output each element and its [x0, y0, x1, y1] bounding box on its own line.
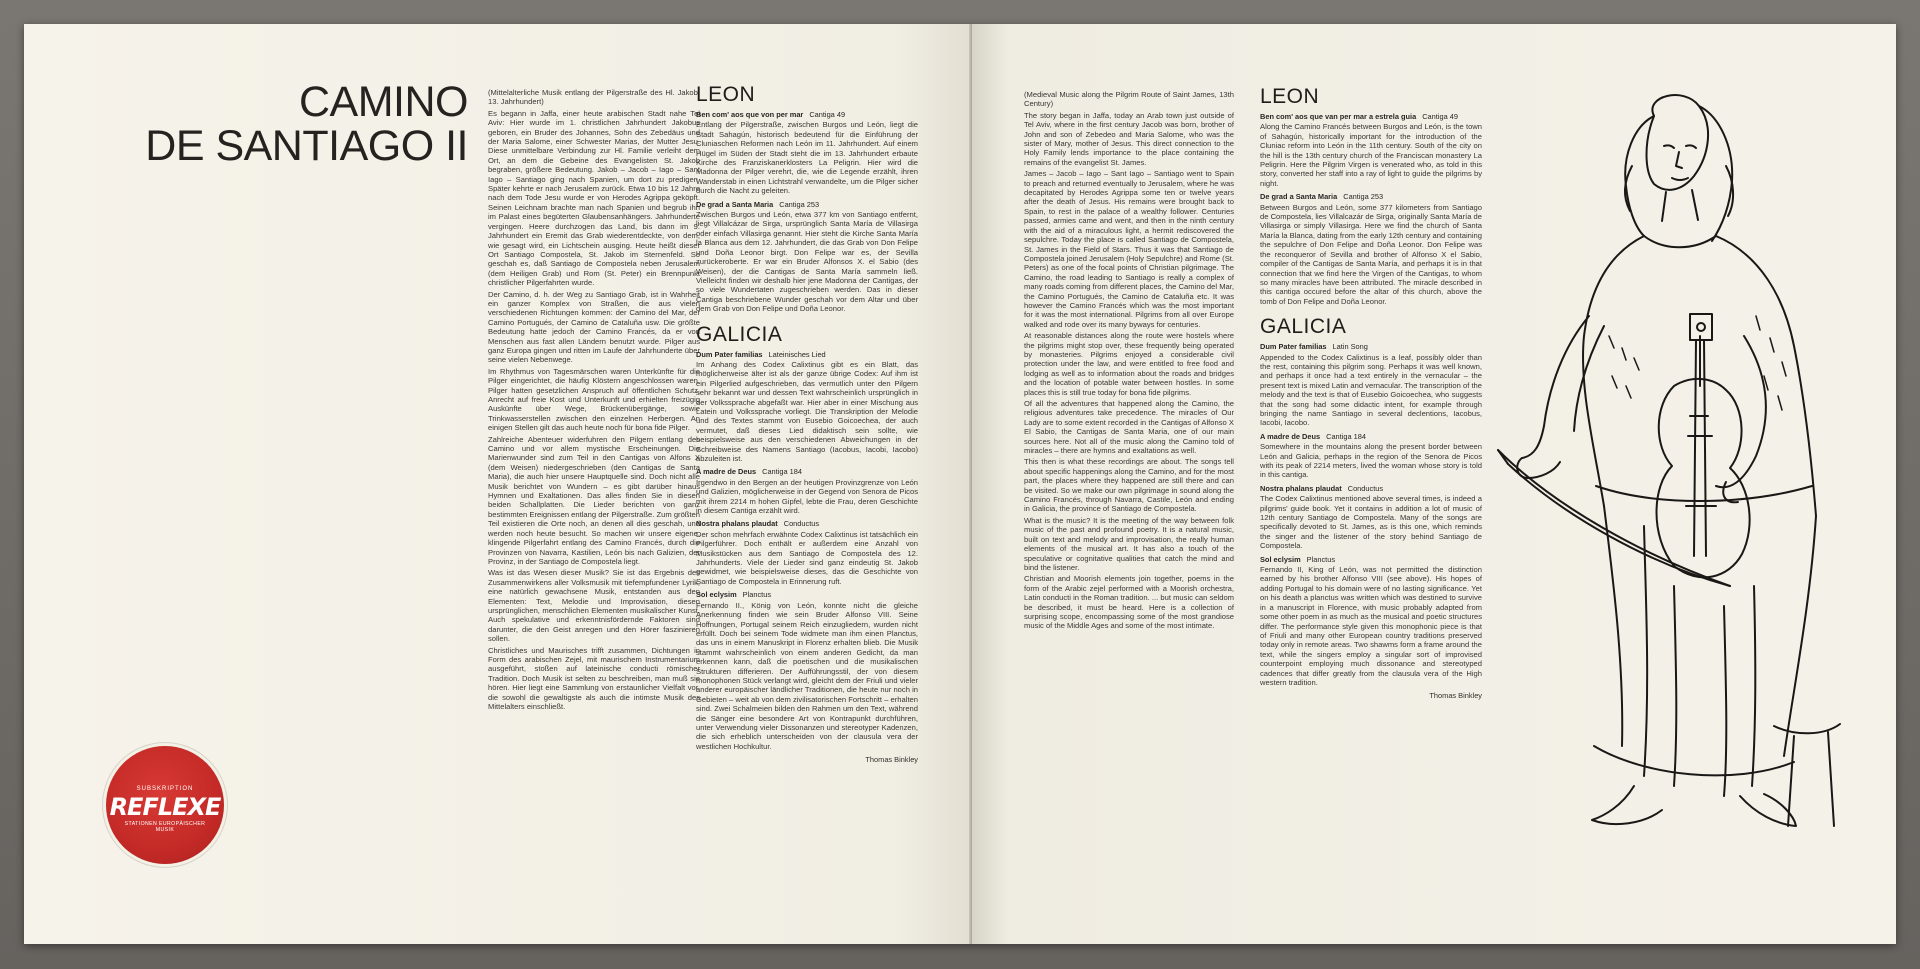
song-type: Cantiga 253: [779, 199, 820, 209]
song-description: Somewhere in the mountains along the present border between León and Galicia, perhaps in the region of the Senora de Picos with its peak of 2214 meters, lived the woman whose story is told in this cantiga.: [1260, 442, 1482, 480]
song-type: Conductus: [1347, 483, 1384, 493]
intro-paragraph: The story began in Jaffa, today an Arab town just outside of Tel Aviv, where in the first century Jacob was born, brother of John and son of Zebedeo and Maria Salome, who was the sister of Mary, mother of Jesus. This direct connection to the Holy Family lends importance to the place containing the remains of the evangelist St. James.: [1024, 110, 1234, 167]
song-description: Along the Camino Francés between Burgos and León, is the town of Sahagún, historically important for the introduction of the Cluniac reform into León in the 11th century. South of the city on the hill is the 13th century church of the Franciscan monastery La Peligrin. Here the Pilgrim Virgen is venerated who, as told in this story, converted her staff into a ray of light to guide the pilgrims by night.: [1260, 122, 1482, 188]
song-name: De grad a Santa Maria: [1260, 192, 1338, 202]
section-heading-galicia: GALICIA: [1260, 315, 1347, 339]
song-description: Im Anhang des Codex Calixtinus gibt es ein Blatt, das möglicherweise älter ist als der ganze übrige Codex: Auf ihm ist ein Pilgerlied aufgeschrieben, das vermutlich unter den Pilgern sehr bekannt war und dessen Text wahrscheinlich ursprünglich in der Volkssprache abgefaßt war. Hier aber in einer Mischung aus Latein und Volkssprache vorliegt. Die Transkription der Melodie und des Textes stammt von Eusebio Goicoechea, der auch vermutet, daß dieses Lied didaktisch sein sollte, wie beispielsweise aus den verschiedenen Abweichungen in der Schreibweise des Namens Santiago (Iacobus, Iacobi, Iacobo) abzuleiten ist.: [696, 359, 918, 463]
intro-paragraph: This then is what these recordings are about. The songs tell about specific happenings along the Camino, and for the most part, the places where they happened are still there and can be visited. So we make our own pilgrimage in sound along the Camino Francés, through Navarra, Castile, León and ending in Galicia, the province of Santiago de Compostela.: [1024, 457, 1234, 514]
reflexe-sticker: [106, 746, 224, 864]
song-name: Dum Pater familias: [1260, 342, 1327, 352]
song-type: Cantiga 49: [1422, 112, 1458, 121]
song-type: Conductus: [783, 519, 820, 529]
intro-paragraph: What is the music? It is the meeting of the way between folk music of the past and profound poetry. It is a natural music, built on text and melody and improvisation, the really human elements of the musical art. It has also a touch of the speculative or cognitative qualities that catch the mind and bind the listener.: [1024, 515, 1234, 572]
intro-paragraph: Zahlreiche Abenteuer widerfuhren den Pilgern entlang des Camino und vor allem mystische Erscheinungen. Die Marienwunder sind zum Teil in den Cantigas von Alfons X (dem Weisen) niedergeschrieben (den Cantigas de Santa Maria), die auch hier unsere Hauptquelle sind. Doch nicht alle Musik berichtet von Wundern – es gibt darüber hinaus Hymnen und Exaltationen. Das alles finden Sie in diesen beiden Schallplatten. Die Lieder berichten von ganz bestimmten Ereignissen entlang der Pilgerstraße. Zum größten Teil existieren die Orte noch, an denen all dies geschah, und werden noch heute besucht. So machen wir unsere eigene, klingende Pilgerfahrt entlang des Camino Francés, durch die Provinzen von Navarra, Kastilien, León bis nach Galizien, der Provinz, in der Santiago de Compostela liegt.: [488, 434, 700, 566]
sticker-tagline: STATIONEN EUROPÄISCHER MUSIK: [124, 821, 206, 833]
song-type: Planctus: [742, 590, 772, 600]
song-name: Nostra phalans plaudat: [1260, 483, 1342, 493]
song-title: [696, 110, 918, 119]
song-title: [1260, 484, 1482, 493]
section-heading-galicia: GALICIA: [696, 322, 783, 346]
left-panel-german: [24, 24, 972, 944]
song-title: [696, 350, 918, 359]
song-description: Appended to the Codex Calixtinus is a leaf, possibly older than the rest, containing this pilgrim song. Perhaps it was well known, and perhaps it once had a text entirely in the vernacular – the present text is mixed Latin and vernacular. The transcription of the melody and the text is that of Eusebio Goicoechea, who suggests that the song had some didactic intent, for example through bringing the name Santiago in several declentions, Iacobus, Iacobi, Iacobo.: [1260, 352, 1482, 428]
song-type: Cantiga 49: [809, 110, 846, 119]
sticker-brand: REFLEXE: [109, 793, 221, 821]
english-intro-column: [1024, 90, 1234, 890]
sticker-subtitle: SUBSKRIPTION: [136, 786, 194, 792]
intro-paragraph: Der Camino, d. h. der Weg zu Santiago Grab, ist in Wahrheit ein ganzer Komplex von Straßen, die aus vielen verschiedenen Richtungen kommen: der Camino del Mar, der Camino Portugués, der Camino de Cataluña usw. Die größte Bedeutung hatte jedoch der Camino Francés, da er von Menschen aus fast allen Ländern benutzt wurde. Pilger aus ganz Europa gingen und ritten im Laufe der Jahrhunderte über seine vielen Nebenwege.: [488, 289, 700, 365]
song-type: Cantiga 184: [1326, 431, 1366, 441]
album-title: [76, 80, 468, 168]
song-description: Irgendwo in den Bergen an der heutigen Provinzgrenze von León und Galizien, möglicherweise in der Gegend von Senora de Picos mit ihrem 2214 m hohen Gipfel, lebte die Frau, deren Geschichte in diesem Cantiga erzählt wird.: [696, 477, 918, 516]
song-name: Sol eclysim: [1260, 554, 1301, 564]
song-type: Latin Song: [1332, 342, 1368, 352]
song-title: [1260, 432, 1482, 441]
song-description: Entlang der Pilgerstraße, zwischen Burgos und León, liegt die Stadt Sahagún, historisch bedeutend für die Einführung der Cluniaschen Reformen nach León im 11. Jahrhundert. Auf einem Hügel im Süden der Stadt steht die im 13. Jahrhundert erbaute Kirche des Franziskanerklosters La Peligrin. Hier wird die Madonna der Pilger verehrt, die, wie die Legende erzählt, ihren Wanderstab in einen Lichtstrahl verwandelte, um die Pilger sicher durch die Nacht zu geleiten.: [696, 120, 918, 196]
intro-paragraph: Christliches und Maurisches trifft zusammen, Dichtungen in Form des arabischen Zejel, mit maurischem Instrumentarium ausgeführt, stoßen auf lateinische conducti römischer Tradition. Doch Musik ist selten zu beschreiben, man muß sie hören. Hier liegt eine Sammlung von erstaunlicher Vielfalt vor, die sowohl die gewaltigste als auch die intimste Musik des Mittelalters einschließt.: [488, 645, 700, 711]
german-intro-column: [488, 88, 700, 888]
song-title: [696, 590, 918, 599]
song-title: [1260, 192, 1482, 201]
intro-paragraph: Im Rhythmus von Tagesmärschen waren Unterkünfte für die Pilger eingerichtet, die häufig Klöstern angeschlossen waren. Pilger hatten gesetzlichen Anspruch auf öffentlichen Schutz, Anrecht auf freie Kost und Unterkunft und erhielten freizügig Auskünfte über Wege, Brückenübergänge, sowie Trinkwasserstellen zwischen den einzelnen Herbergen. An einigen Stellen gilt das auch heute noch für bona fide Pilger.: [488, 366, 700, 433]
song-description: Fernando II, King of León, was not permitted the distinction earned by his brother Alfonso VIII (see above). His hopes of adding Portugal to his domain were of no lasting significance. Yet on his death a planctus was written which was destined to survive in a manuscript in Florence, with music probably adapted from some other poem in as much as the musical and poetic structures differ. The performance style given this monophonic piece is that of Friuli and many other European country traditions preserved today only in remote areas. Two shawms form a frame around the text, while the singers employ a singular sort of improvised counterpoint employing much dissonance and stereotyped cadences that differ greatly from the clausula vera of the High western tradition.: [1260, 565, 1482, 687]
section-heading-leon: LEON: [1260, 86, 1320, 108]
song-name: A madre de Deus: [696, 467, 757, 477]
album-gatefold: [24, 24, 1896, 944]
author-credit: Thomas Binkley: [1429, 691, 1482, 701]
song-name: Sol eclysim: [696, 590, 737, 600]
song-title: [1260, 112, 1482, 121]
intro-paragraph: At reasonable distances along the route were hostels where the pilgrims might stop over, these frequently being operated by monasteries. Pilgrims enjoyed a considerable civil protection under the law, and were entitled to free food and lodging as well as to information about the roads and bridges and the location of potable water between hostles. In some places this is still true today for bona fide pilgrims.: [1024, 331, 1234, 397]
song-name: Ben com' aos que van per mar a estrela guia: [1260, 112, 1417, 121]
album-title-line-2: DE SANTIAGO II: [145, 122, 468, 170]
song-name: A madre de Deus: [1260, 431, 1321, 441]
song-type: Lateinisches Lied: [768, 349, 826, 359]
song-description: Fernando II., König von León, konnte nicht die gleiche Anerkennung finden wie sein Bruder Alfonso VIII. Seine Hoffnungen, Portugal seinem Reich einzugliedern, wurden nicht erfüllt. Doch bei seinem Tode widmete man ihm einen Planctus, das uns in einem Manuskript in Florenz erhalten blieb. Die Musik stammt wahrscheinlich von einem anderen Gedicht, da man erkennen kann, daß die poetischen und die musikalischen Strukturen differieren. Der Aufführungsstil, der von diesem monophonen Stück verlangt wird, gleicht dem der Friuli und vieler anderer europäischer ländlicher Traditionen, die heute nur noch in Gebieten – weit ab von dem zivilisatorischen Fortschritt – erhalten sind. Zwei Schalmeien bilden den Rahmen um den Text, während die Sänger eine besondere Art von Kontrapunkt durchführen, unter Verwendung vieler Dissonanzen und stereotyper Kadenzen, die sich erheblich unterscheiden von der clausula vera der westlichen Hochkultur.: [696, 600, 918, 751]
song-description: The Codex Calixtinus mentioned above several times, is indeed a pilgrims' guide book. Yet it contains in addition a lot of music of 12th century Santiago de Compostela. Many of the songs are specifically devoted to St. James, as is this one, which reminds the singer and the listener of the story behind Santiago de Compostela.: [1260, 494, 1482, 551]
album-title-line-1: CAMINO: [299, 78, 468, 126]
intro-paragraph: Was ist das Wesen dieser Musik? Sie ist das Ergebnis des Zusammenwirkens aller Volksmusik mit tiefempfundener Lyrik, eine natürlich gewachsene Musik, entstanden aus den Elementen: Text, Melodie und Improvisation, diesen ursprünglichen, menschlichen Elementen musikalischer Kunst. Auch spekulative und erkenntnisfördernde Faktoren sind darunter, die den Geist anregen und den Hörer faszinieren sollen.: [488, 568, 700, 644]
intro-paragraph: Es begann in Jaffa, einer heute arabischen Stadt nahe Tel Aviv: Hier wurde im 1. christlichen Jahrhundert Jakobus geboren, ein Bruder des Johannes, Sohn des Zebedäus und der Maria Salome, einer Schwester Marias, der Mutter Jesu. Diese unmittelbare Verbindung zur Hl. Familie verleiht dem Ort, an dem die Gebeine des Evangelisten St. Jakob begraben, größere Bedeutung. Jakob – Jacob – Iago – Sant Iago – Santiago ging nach Spanien, um dort zu predigen. Später kehrte er nach Jerusalem zurück. Etwa 10 bis 12 Jahre nach dem Tode Jesu wurde er von Herodes Agrippa geköpft. Seinen Leichnam brachte man nach Spanien und begrub ihn im Palast eines begüterten Glaubensanhängers. Jahrhunderte vergingen. Heere durchzogen das Land, bis dann im 9. Jahrhundert ein Eremit das Grab wiederentdeckte, von dem, wie gesagt wird, ein Lichtschein ausging. Heute heißt dieser Ort Santiago Compostela, St. Jakob im Sternenfeld. So geschah es, daß Santiago de Compostela neben Jerusalem (dem Heiligen Grab) und Rom (St. Peter) ein Brennpunkt christlicher Pilgerfahrten wurde.: [488, 108, 700, 288]
intro-paragraph: (Medieval Music along the Pilgrim Route of Saint James, 13th Century): [1024, 90, 1234, 109]
intro-paragraph: (Mittelalterliche Musik entlang der Pilgerstraße des Hl. Jakob, 13. Jahrhundert): [488, 88, 700, 107]
song-title: [1260, 342, 1482, 351]
song-name: De grad a Santa Maria: [696, 199, 774, 209]
song-name: Ben com' aos que von per mar: [696, 110, 804, 119]
intro-paragraph: Of all the adventures that happened along the Camino, the religious adventures take precedence. The miracles of Our Lady are to some extent recorded in the Cantigas of Alfonso X El Sabio, the Cantigas de Santa Maria, one of our main sources here. Not all of the music along the Camino told of miracles – there are hymns and exaltations as well.: [1024, 399, 1234, 456]
song-description: Zwischen Burgos und León, etwa 377 km von Santiago entfernt, liegt Villalcázar de Sirga, ursprünglich Santa María de Villasirga oder einfach Villasirga genannt. Hier steht die Kirche Santa María la Blanca aus dem 12. Jahrhundert, die das Grab von Don Felipe und Doña Leonor birgt. Don Felipe war es, der Sevilla zurückeroberte. Er war ein Bruder Alfonsos X. el Sabio (des Weisen), der die Cantigas de Santa María sammeln ließ. Vielleicht finden wir deshalb hier jene Madonna der Cantigas, der so viele Wundertaten zugeschrieben werden. Das in dieser Cantiga beschriebene Wunder geschah vor dem Altar und über dem Grab von Don Felipe und Doña Leonor.: [696, 210, 918, 314]
song-type: Planctus: [1306, 554, 1336, 564]
english-song-notes-column: [1260, 86, 1482, 866]
german-song-notes-column: [696, 84, 918, 894]
song-title: [1260, 555, 1482, 564]
song-title: [696, 200, 918, 209]
song-title: [696, 519, 918, 528]
song-name: Dum Pater familias: [696, 349, 763, 359]
right-panel-english: [972, 24, 1896, 944]
song-type: Cantiga 253: [1343, 192, 1384, 202]
song-description: Der schon mehrfach erwähnte Codex Calixtinus ist tatsächlich ein Pilgerführer. Doch enthält er außerdem eine Anzahl von Musikstücken aus dem Santiago de Compostela des 12. Jahrhunderts. Viele der Lieder sind ganz eindeutig St. Jakob gewidmet, wie beispielsweise dieses, das die Geschichte von Santiago de Compostela in Erinnerung ruft.: [696, 529, 918, 586]
song-title: [696, 467, 918, 476]
intro-paragraph: Christian and Moorish elements join together, poems in the form of the Arabic zejel performed with a Moorish orchestra, Latin conducti in the Roman tradition. ... but music can seldom be described, it must be heard. Here is a collection of surprising scope, encompassing some of the most grandiose music of the Middle Ages and some of the most intimate.: [1024, 574, 1234, 631]
author-credit: Thomas Binkley: [865, 755, 918, 765]
medieval-musician-illustration: [1494, 86, 1848, 838]
song-type: Cantiga 184: [762, 467, 802, 477]
song-description: Between Burgos and León, some 377 kilometers from Santiago de Compostela, lies Villalcazár de Sirga, originally Santa María de Villasirga or simply Villasirga. Here we find the church of Santa María la Blanca, dating from the early 12th century and containing the sepulchre of Don Felipe and Doña Leonor. Don Felipe was the reconqueror of Sevilla and brother of Alfonso X el Sabio, compiler of the Cantigas de Santa María, and perhaps it is in that connection that we find here the Virgen of the Cantigas, to whom so many miracles have been attributed. The miracle described in this cantiga occured before the altar of this church, above the tomb of Don Felipe and Doña Leonor.: [1260, 202, 1482, 306]
song-name: Nostra phalans plaudat: [696, 519, 778, 529]
intro-paragraph: James – Jacob – Iago – Sant Iago – Santiago went to Spain to preach and returned eventually to Jerusalem, where he was decapitated by Herodes Agrippa some ten or twelve years after the death of Jesus. His remains were brought back to Spain, to rest in the palace of a wealthy follower. Centuries passed, armies came and went, and then in the ninth century with the aid of a miraculous light, a hermit rediscovered the sepulchre. Today the place is called Santiago de Compostela, St. James in the Field of Stars. Thus it was that Santiago de Compostela joined Jerusalem (Holy Sepulchre) and Rome (St. Peters) as one of the focal points of Christian pilgrimage. The Camino, the road leading to Santiago is really a complex of many roads coming from different places, the Camino del Mar, the Camino Portugués, the Camino de Cataluña etc. It was however the Camino Francés which was the most important for it was the most international. Pilgrims from all over Europe walked and rode over its many byways for centuries.: [1024, 169, 1234, 329]
section-heading-leon: LEON: [696, 84, 756, 106]
